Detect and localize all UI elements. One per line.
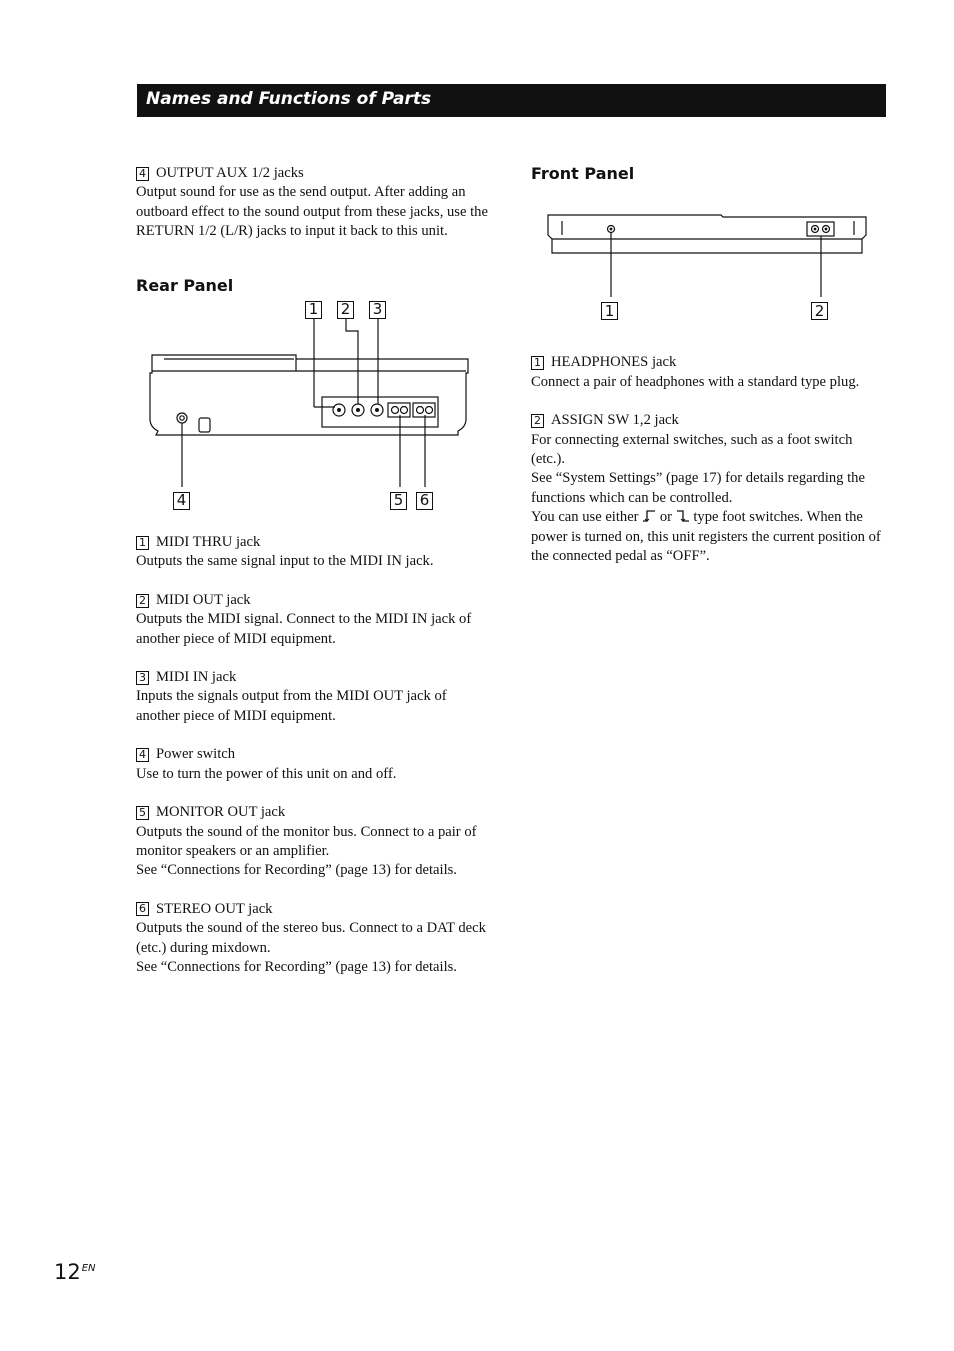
item-number: 5 <box>136 806 149 820</box>
rear-callout-1: 1 <box>305 301 322 319</box>
rear-panel-title: Rear Panel <box>136 275 234 295</box>
item-description: Outputs the MIDI signal. Connect to the MIDI IN jack of another piece of MIDI equipment. <box>136 611 472 647</box>
rear-callout-6: 6 <box>416 492 433 510</box>
front-callout-1: 1 <box>601 302 618 320</box>
item-description: For connecting external switches, such as a foot switch (etc.). <box>531 431 853 468</box>
item-number: 4 <box>136 167 149 181</box>
item-description-reference: See “Connections for Recording” (page 13) for details. <box>136 862 457 879</box>
section-title: Names and Functions of Parts <box>146 89 432 109</box>
item-description: Outputs the same signal input to the MIDI IN jack. <box>136 553 434 570</box>
item-number: 6 <box>136 902 149 916</box>
rear-panel-figure <box>136 301 491 533</box>
rising-edge-switch-icon <box>642 510 656 522</box>
item-description-reference: See “Connections for Recording” (page 13) for details. <box>136 958 457 975</box>
item-label: MIDI IN jack <box>156 669 237 686</box>
item-description: Connect a pair of headphones with a standard type plug. <box>531 373 860 390</box>
item-label: Power switch <box>156 746 236 763</box>
item-description: Inputs the signals output from the MIDI OUT jack of another piece of MIDI equipment. <box>136 688 447 724</box>
right-column <box>531 164 886 566</box>
left-column <box>136 164 491 977</box>
item-number: 3 <box>136 671 149 685</box>
midi-thru-item <box>136 533 491 572</box>
item-description-switch-types: You can use either or type foot switches. When the power is turned on, this unit registers the current position of the connected pedal as “OFF”. <box>531 509 881 565</box>
item-label: OUTPUT AUX 1/2 jacks <box>156 165 304 181</box>
item-number: 4 <box>136 748 149 762</box>
front-panel-illustration <box>531 201 886 353</box>
page-language-suffix: EN <box>81 1263 96 1274</box>
item-label: ASSIGN SW 1,2 jack <box>551 412 679 429</box>
item-label: MONITOR OUT jack <box>156 804 286 821</box>
power-switch-item <box>136 745 491 784</box>
rear-callout-3: 3 <box>369 301 386 319</box>
item-number: 2 <box>136 594 149 608</box>
midi-out-item <box>136 591 491 649</box>
headphones-item <box>531 353 886 392</box>
front-callout-2: 2 <box>811 302 828 320</box>
front-panel-figure <box>531 201 886 353</box>
front-panel-title: Front Panel <box>531 164 635 183</box>
assign-sw-item <box>531 411 886 566</box>
rear-callout-2: 2 <box>337 301 354 319</box>
item-description: Use to turn the power of this unit on and off. <box>136 765 397 782</box>
item-description: Output sound for use as the send output. After adding an outboard effect to the sound output from these jacks, use the RETURN 1/2 (L/R) jacks to input it back to this unit. <box>136 184 488 240</box>
item-label: HEADPHONES jack <box>551 354 677 371</box>
item-description: Outputs the sound of the monitor bus. Connect to a pair of monitor speakers or an amplifier. <box>136 823 477 859</box>
monitor-out-item <box>136 803 491 881</box>
item-number: 1 <box>136 536 149 550</box>
item-number: 1 <box>531 356 544 370</box>
item-label: STEREO OUT jack <box>156 900 273 917</box>
output-aux-item <box>136 164 491 242</box>
item-description: Outputs the sound of the stereo bus. Connect to a DAT deck (etc.) during mixdown. <box>136 920 486 956</box>
item-description-reference: See “System Settings” (page 17) for details regarding the functions which can be controlled. <box>531 470 865 506</box>
midi-in-item <box>136 668 491 726</box>
item-number: 2 <box>531 414 544 428</box>
item-label: MIDI THRU jack <box>156 534 261 551</box>
rear-callout-5: 5 <box>390 492 407 510</box>
section-header-bar <box>137 84 886 117</box>
falling-edge-switch-icon <box>676 510 690 522</box>
rear-callout-4: 4 <box>173 492 190 510</box>
stereo-out-item <box>136 900 491 978</box>
item-label: MIDI OUT jack <box>156 591 251 608</box>
page-number: $12^{EN}$ <box>54 1260 96 1284</box>
